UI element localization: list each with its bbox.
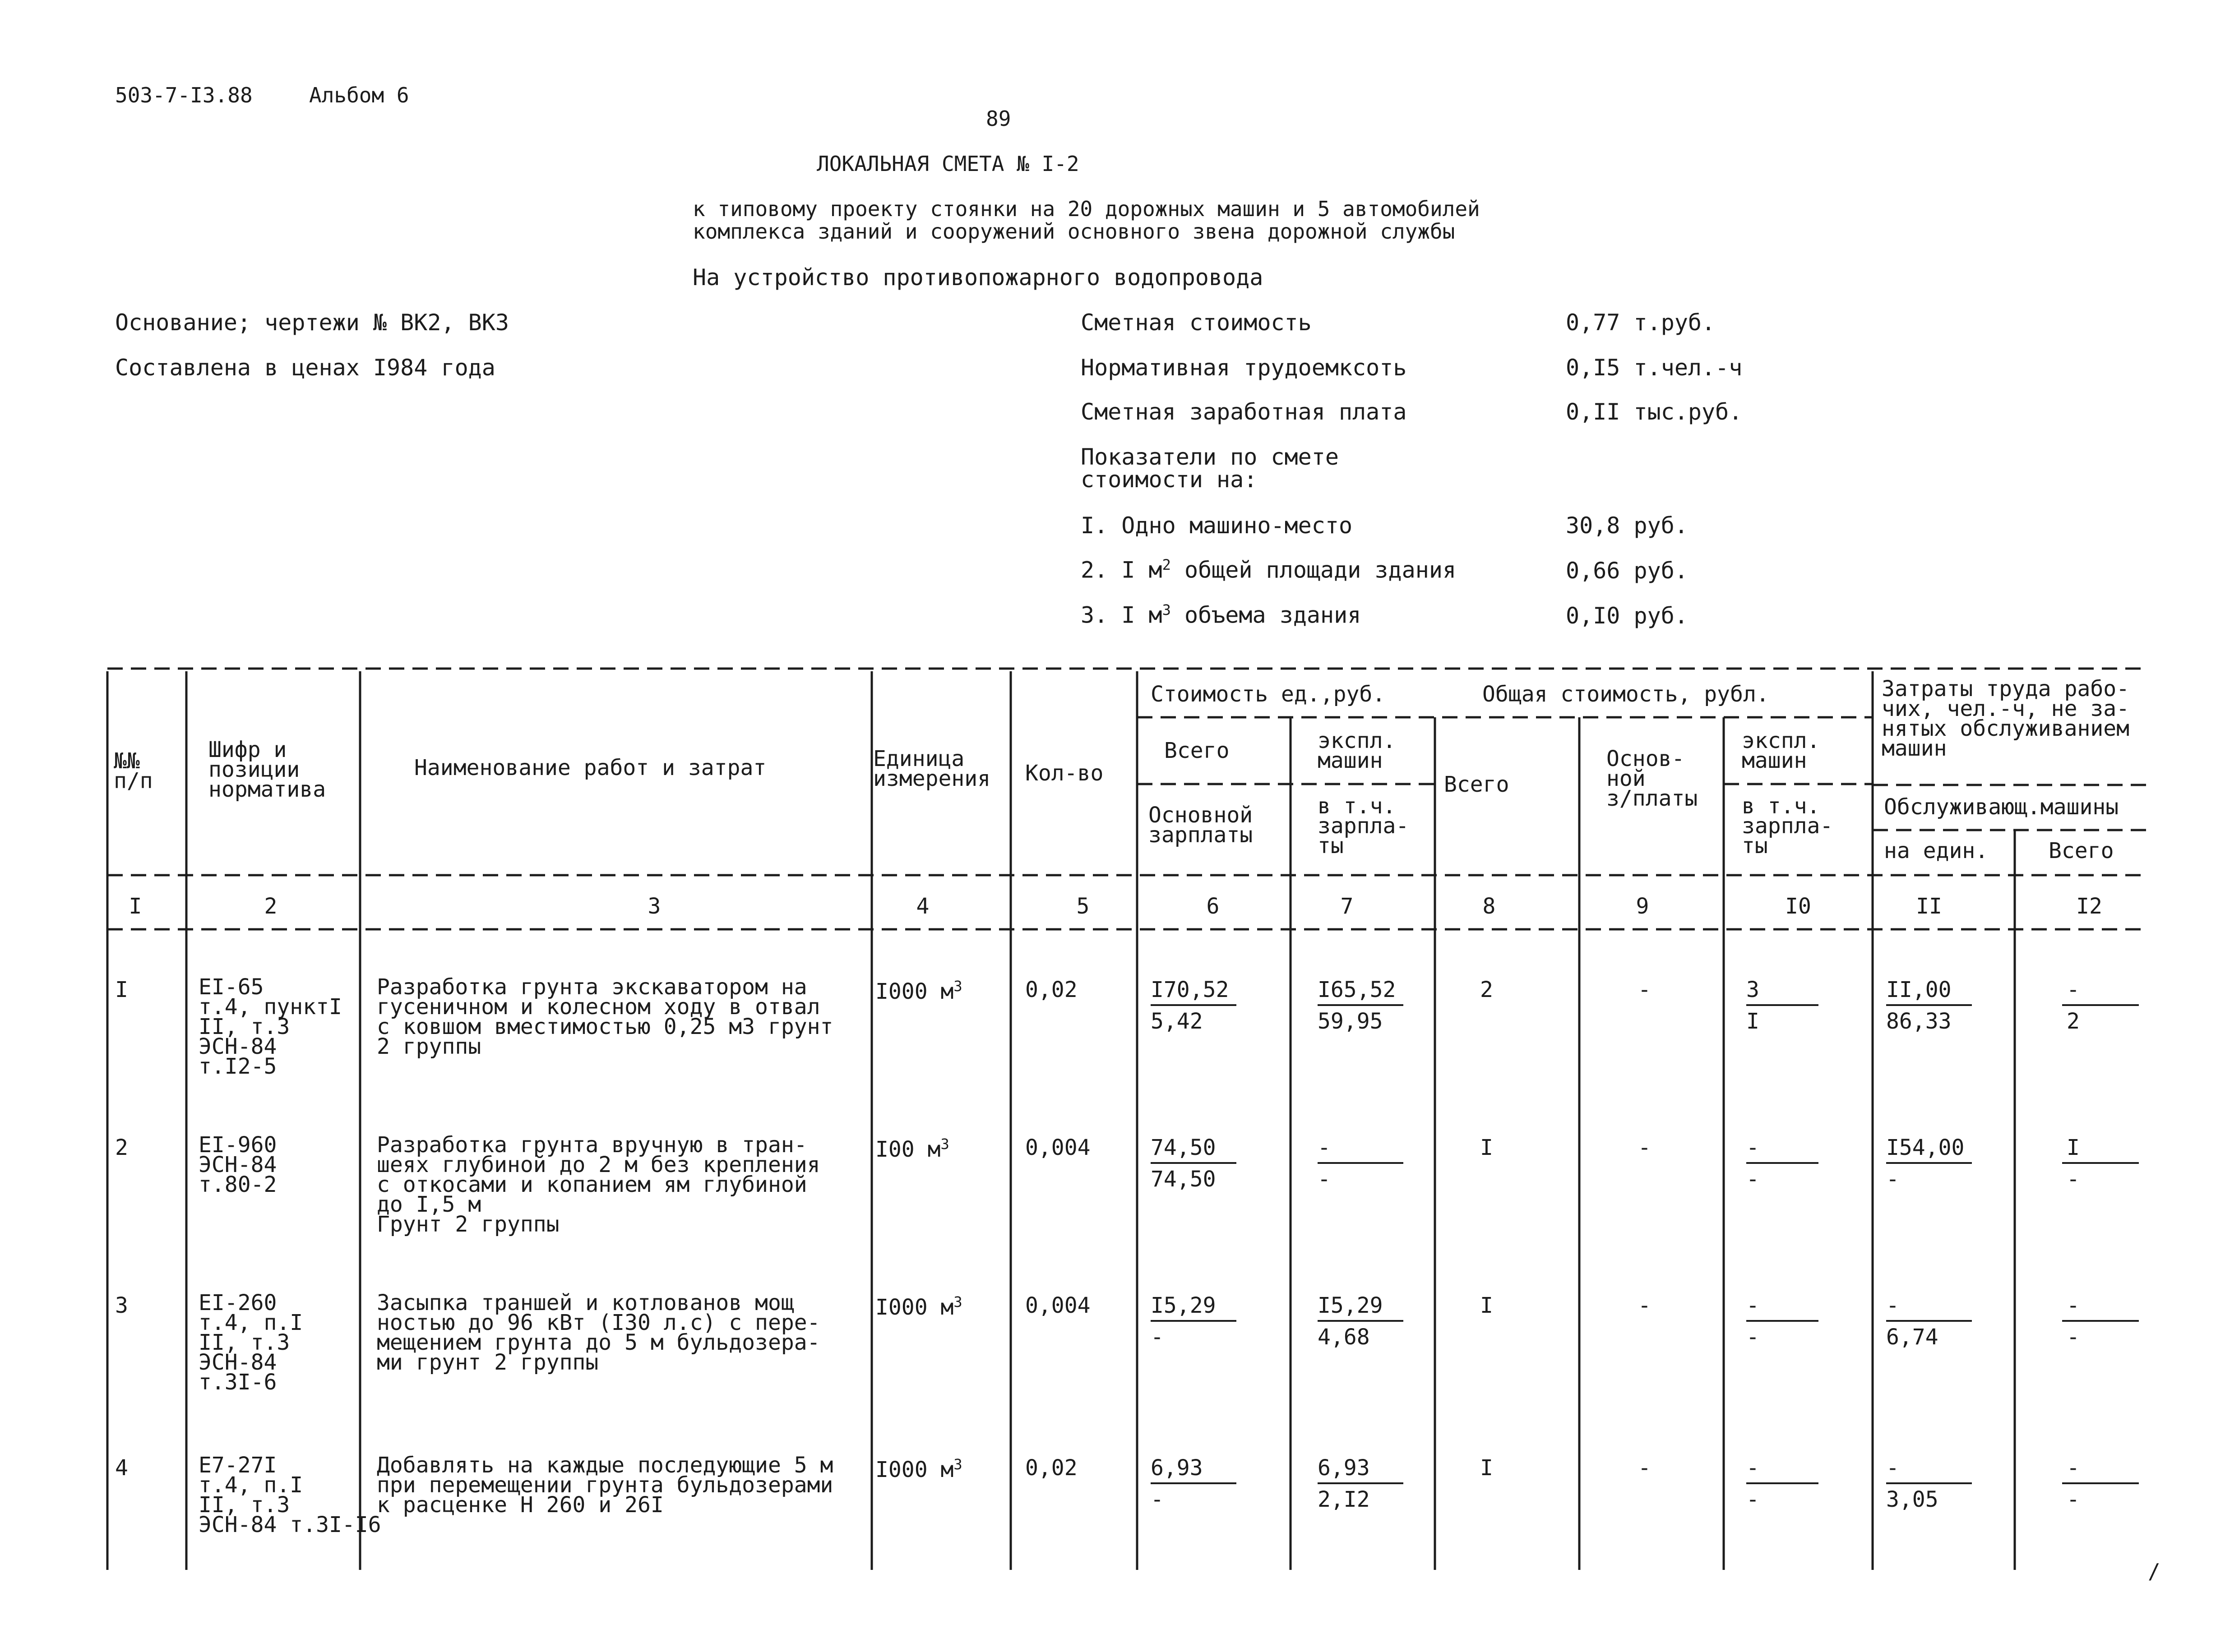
total-basic-wage: -: [1638, 1455, 1651, 1481]
header-uc-incl-wage: в т.ч. зарпла- ты: [1318, 794, 1409, 858]
unit-cost-incl-wage: 59,95: [1318, 1009, 1383, 1034]
column-number: 7: [1340, 894, 1354, 919]
purpose-line: На устройство противопожарного водопровода: [693, 264, 1263, 291]
labor-per-unit: I54,00: [1886, 1135, 1965, 1160]
total-cost: I: [1480, 1455, 1493, 1481]
header-labor-group: Затраты труда рабо- чих, чел.-ч, не за- нятых обслуживанием машин: [1882, 676, 2130, 761]
labor-total-bottom: -: [2067, 1167, 2080, 1192]
fraction-line: [1746, 1004, 1818, 1006]
column-number: I2: [2076, 894, 2102, 919]
header-tc-machines: экспл. машин: [1742, 728, 1820, 773]
row-unit: I000 $м^3$: [875, 978, 962, 1004]
header-uc-total: Всего: [1164, 738, 1230, 763]
fraction-line: [1886, 1162, 1972, 1164]
header-per-unit: на един.: [1884, 838, 1989, 863]
fraction-line: [1318, 1004, 1403, 1006]
fraction-line: [1318, 1320, 1403, 1322]
header-unit-cost-group: Стоимость ед.,руб.: [1151, 682, 1386, 707]
column-number: 2: [264, 894, 278, 919]
labor-per-unit: II,00: [1886, 977, 1952, 1002]
row-name: Разработка грунта вручную в тран- шеях глубиной до 2 м без крепления с откосами и копанием ям глубиной до I,5 м Грунт 2 группы: [377, 1132, 820, 1237]
row-code: ЕI-260 т.4, п.I II, т.3 ЭСН-84 т.3I-6: [199, 1290, 303, 1395]
unit-cost-basic-wage: 74,50: [1151, 1167, 1216, 1192]
total-incl-wage: -: [1746, 1324, 1759, 1350]
row-name: Разработка грунта экскаватором на гусеничном и колесном ходу в отвал с ковшом вместимостью 0,25 м3 грунт 2 группы: [377, 974, 833, 1059]
unit-cost-basic-wage: 5,42: [1151, 1009, 1203, 1034]
row-number: I: [115, 977, 128, 1002]
row-code: ЕI-65 т.4, пунктI II, т.3 ЭСН-84 т.I2-5: [199, 974, 342, 1079]
summary-value: 0,77 т.руб.: [1566, 309, 1716, 336]
column-number: 8: [1482, 894, 1496, 919]
row-code: Е7-27I т.4, п.I II, т.3 ЭСН-84 т.3I-I6: [199, 1453, 381, 1537]
total-incl-wage: I: [1746, 1009, 1759, 1034]
labor-total-bottom: -: [2067, 1324, 2080, 1350]
indicators-title: Показатели по смете стоимости на:: [1081, 444, 1339, 493]
labor-per-unit: -: [1886, 1293, 1899, 1318]
fraction-line: [1151, 1004, 1236, 1006]
labor-total: -: [2067, 1455, 2080, 1481]
row-name: Добавлять на каждые последующие 5 м при перемещении грунта бульдозерами к расценке Н 260 и 26I: [377, 1453, 833, 1518]
total-machines: 3: [1746, 977, 1759, 1002]
total-basic-wage: -: [1638, 1293, 1651, 1318]
column-number: 5: [1076, 894, 1090, 919]
total-machines: -: [1746, 1293, 1759, 1318]
fraction-line: [1151, 1320, 1236, 1322]
column-number: 6: [1206, 894, 1220, 919]
row-unit: I00 $м^3$: [875, 1135, 949, 1162]
column-number: 9: [1636, 894, 1649, 919]
summary-value: 0,II тыс.руб.: [1566, 399, 1743, 425]
unit-cost-machines: I65,52: [1318, 977, 1396, 1002]
basis-text: Основание; чертежи № ВК2, ВК3: [115, 309, 509, 336]
header-code: Шифр и позиции норматива: [208, 737, 326, 802]
header-tc-total: Всего: [1444, 772, 1509, 797]
row-qty: 0,004: [1025, 1293, 1091, 1318]
row-qty: 0,02: [1025, 977, 1078, 1002]
unit-cost-machines: I5,29: [1318, 1293, 1383, 1318]
header-total-cost-group: Общая стоимость, рубл.: [1482, 682, 1769, 707]
fraction-line: [1746, 1162, 1818, 1164]
indicator-value: 0,I0 руб.: [1566, 603, 1688, 629]
unit-cost-incl-wage: -: [1318, 1167, 1331, 1192]
row-number: 2: [115, 1135, 128, 1160]
unit-cost-incl-wage: 4,68: [1318, 1324, 1370, 1350]
summary-value: 0,I5 т.чел.-ч: [1566, 355, 1743, 381]
stray-mark: /: [2148, 1559, 2160, 1583]
total-incl-wage: -: [1746, 1167, 1759, 1192]
column-number: 4: [916, 894, 930, 919]
unit-cost-total: 6,93: [1151, 1455, 1203, 1481]
subtitle-line-2: комплекса зданий и сооружений основного звена дорожной службы: [693, 219, 1455, 244]
row-number: 3: [115, 1293, 128, 1318]
total-cost: I: [1480, 1135, 1493, 1160]
unit-cost-total: 74,50: [1151, 1135, 1216, 1160]
fraction-line: [1746, 1482, 1818, 1484]
total-cost: I: [1480, 1293, 1493, 1318]
labor-total-bottom: 2: [2067, 1009, 2080, 1034]
indicator-value: 0,66 руб.: [1566, 558, 1688, 584]
header-name: Наименование работ и затрат: [414, 755, 767, 780]
header-tc-basic-wage: Основ- ной з/платы: [1606, 746, 1698, 811]
total-machines: -: [1746, 1455, 1759, 1481]
column-number: 3: [648, 894, 661, 919]
row-code: ЕI-960 ЭСН-84 т.80-2: [199, 1132, 277, 1197]
indicator-label: 2. I $м^2$ общей площади здания: [1081, 556, 1457, 583]
labor-per-unit-bottom: -: [1886, 1167, 1899, 1192]
unit-cost-machines: 6,93: [1318, 1455, 1370, 1481]
row-qty: 0,02: [1025, 1455, 1078, 1481]
labor-total: I: [2067, 1135, 2080, 1160]
total-incl-wage: -: [1746, 1487, 1759, 1512]
total-basic-wage: -: [1638, 977, 1651, 1002]
indicator-label: I. Одно машино-место: [1081, 512, 1353, 539]
indicator-label: 3. I $м^3$ объема здания: [1081, 601, 1361, 628]
row-unit: I000 $м^3$: [875, 1293, 962, 1320]
header-num: №№ п/п: [114, 748, 153, 794]
estimate-title: ЛОКАЛЬНАЯ СМЕТА № I-2: [817, 152, 1079, 176]
labor-total-bottom: -: [2067, 1487, 2080, 1512]
unit-cost-incl-wage: 2,I2: [1318, 1487, 1370, 1512]
fraction-line: [1746, 1320, 1818, 1322]
labor-per-unit-bottom: 6,74: [1886, 1324, 1938, 1350]
fraction-line: [1318, 1162, 1403, 1164]
fraction-line: [1886, 1482, 1972, 1484]
fraction-line: [1886, 1320, 1972, 1322]
fraction-line: [1151, 1482, 1236, 1484]
prices-text: Составлена в ценах I984 года: [115, 355, 495, 381]
row-qty: 0,004: [1025, 1135, 1091, 1160]
fraction-line: [2062, 1320, 2139, 1322]
fraction-line: [1886, 1004, 1972, 1006]
total-machines: -: [1746, 1135, 1759, 1160]
header-unit: Единица измерения: [873, 746, 991, 791]
header-total: Всего: [2049, 838, 2114, 863]
fraction-line: [2062, 1162, 2139, 1164]
subtitle-line-1: к типовому проекту стоянки на 20 дорожных машин и 5 автомобилей: [693, 197, 1480, 221]
header-tc-incl-wage: в т.ч. зарпла- ты: [1742, 794, 1833, 858]
row-number: 4: [115, 1455, 128, 1481]
page-number: 89: [986, 106, 1011, 131]
labor-per-unit: -: [1886, 1455, 1899, 1481]
total-basic-wage: -: [1638, 1135, 1651, 1160]
header-uc-machines: экспл. машин: [1318, 728, 1396, 773]
labor-per-unit-bottom: 3,05: [1886, 1487, 1938, 1512]
summary-label: Нормативная трудоемксоть: [1081, 355, 1407, 381]
column-number: II: [1916, 894, 1942, 919]
total-cost: 2: [1480, 977, 1493, 1002]
summary-label: Сметная заработная плата: [1081, 399, 1407, 425]
fraction-line: [2062, 1482, 2139, 1484]
unit-cost-machines: -: [1318, 1135, 1331, 1160]
unit-cost-total: I70,52: [1151, 977, 1229, 1002]
column-number: I: [129, 894, 142, 919]
fraction-line: [1318, 1482, 1403, 1484]
row-name: Засыпка траншей и котлованов мощ ностью до 96 кВт (I30 л.с) с пере- мещением грунта до 5 м бульдозера- ми грунт 2 группы: [377, 1290, 820, 1375]
header-qty: Кол-во: [1025, 761, 1104, 786]
header-uc-basic-wage: Основной зарплаты: [1148, 803, 1253, 848]
indicator-value: 30,8 руб.: [1566, 512, 1688, 539]
fraction-line: [1151, 1162, 1236, 1164]
header-service-machines: Обслуживающ.машины: [1884, 794, 2119, 820]
unit-cost-total: I5,29: [1151, 1293, 1216, 1318]
summary-label: Сметная стоимость: [1081, 309, 1312, 336]
labor-total: -: [2067, 977, 2080, 1002]
unit-cost-basic-wage: -: [1151, 1487, 1164, 1512]
album-label: Альбом 6: [309, 83, 409, 107]
document-code: 503-7-I3.88: [115, 83, 253, 107]
labor-total: -: [2067, 1293, 2080, 1318]
labor-per-unit-bottom: 86,33: [1886, 1009, 1952, 1034]
unit-cost-basic-wage: -: [1151, 1324, 1164, 1350]
row-unit: I000 $м^3$: [875, 1456, 962, 1482]
fraction-line: [2062, 1004, 2139, 1006]
column-number: I0: [1785, 894, 1811, 919]
